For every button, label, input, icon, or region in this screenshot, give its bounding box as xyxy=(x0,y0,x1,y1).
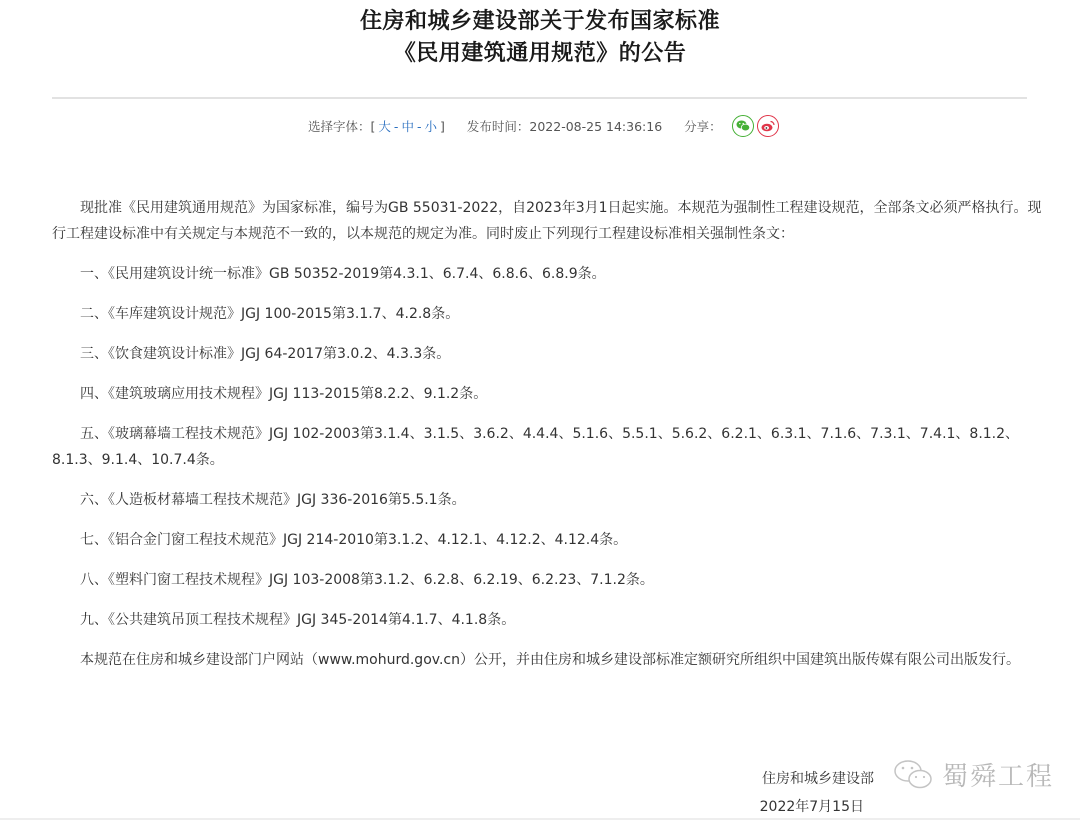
title-divider xyxy=(52,97,1027,99)
font-size-large-link[interactable]: 大 xyxy=(378,119,391,134)
bracket-close: ] xyxy=(439,118,445,134)
watermark xyxy=(892,756,1054,793)
intro-paragraph: 现批准《民用建筑通用规范》为国家标准，编号为GB 55031-2022，自2023年3月1日起实施。本规范为强制性工程建设规范，全部条文必须严格执行。现行工程建设标准中有关规定与本规范不一致的，以本规范的规定为准。同时废止下列现行工程建设标准相关强制性条文： xyxy=(52,200,1042,242)
issuer-signature: 住房和城乡建设部 xyxy=(762,771,874,787)
font-size-small-link[interactable]: 小 xyxy=(424,119,437,134)
abolished-item-7: 七、《铝合金门窗工程技术规范》JGJ 214-2010第3.1.2、4.12.1、4.12.2、4.12.4条。 xyxy=(80,532,628,548)
abolished-item-6: 六、《人造板材幕墙工程技术规范》JGJ 336-2016第5.5.1条。 xyxy=(80,492,466,508)
abolished-item-1: 一、《民用建筑设计统一标准》GB 50352-2019第4.3.1、6.7.4、6.8.6、6.8.9条。 xyxy=(80,266,606,282)
wechat-icon xyxy=(736,120,750,132)
article-meta-bar xyxy=(308,114,779,138)
closing-paragraph: 本规范在住房和城乡建设部门户网站（www.mohurd.gov.cn）公开，并由住房和城乡建设部标准定额研究所组织中国建筑出版传媒有限公司出版发行。 xyxy=(80,652,1020,668)
font-size-medium-link[interactable]: 中 xyxy=(401,119,414,134)
abolished-item-4: 四、《建筑玻璃应用技术规程》JGJ 113-2015第8.2.2、9.1.2条。 xyxy=(80,386,488,402)
announcement-body xyxy=(52,195,1052,673)
share-label: 分享： xyxy=(684,119,722,134)
size-separator: - xyxy=(416,118,422,134)
publish-info xyxy=(467,117,662,135)
font-size-selector xyxy=(308,117,445,135)
publish-time: 2022-08-25 14:36:16 xyxy=(529,119,663,134)
title-line-1: 住房和城乡建设部关于发布国家标准 xyxy=(359,9,720,34)
publish-label: 发布时间： xyxy=(466,119,530,134)
page-title xyxy=(0,6,1080,70)
size-separator: - xyxy=(393,118,399,134)
weibo-icon xyxy=(761,120,775,132)
abolished-item-2: 二、《车库建筑设计规范》JGJ 100-2015第3.1.7、4.2.8条。 xyxy=(80,306,460,322)
bracket-open: [ xyxy=(370,118,376,134)
abolished-item-8: 八、《塑料门窗工程技术规程》JGJ 103-2008第3.1.2、6.2.8、6.2.19、6.2.23、7.1.2条。 xyxy=(80,572,654,588)
weibo-share-button[interactable] xyxy=(757,115,779,137)
watermark-text: 蜀舜工程 xyxy=(942,762,1055,792)
title-line-2: 《民用建筑通用规范》的公告 xyxy=(393,41,687,66)
abolished-item-9: 九、《公共建筑吊顶工程技术规程》JGJ 345-2014第4.1.7、4.1.8条。 xyxy=(80,612,516,628)
abolished-item-3: 三、《饮食建筑设计标准》JGJ 64-2017第3.0.2、4.3.3条。 xyxy=(80,346,451,362)
share-bar xyxy=(684,115,779,137)
font-select-label: 选择字体： xyxy=(308,119,371,134)
issue-date: 2022年7月15日 xyxy=(759,799,864,815)
abolished-item-5: 五、《玻璃幕墙工程技术规范》JGJ 102-2003第3.1.4、3.1.5、3.6.2、4.4.4、5.1.6、5.5.1、5.6.2、6.2.1、6.3.1、7.1.6、7.3.1、7.4.1、8.1.2、8.1.3、9.1.4、10.7.4条。 xyxy=(52,426,1020,468)
wechat-watermark-icon xyxy=(892,758,936,792)
wechat-share-button[interactable] xyxy=(732,115,754,137)
